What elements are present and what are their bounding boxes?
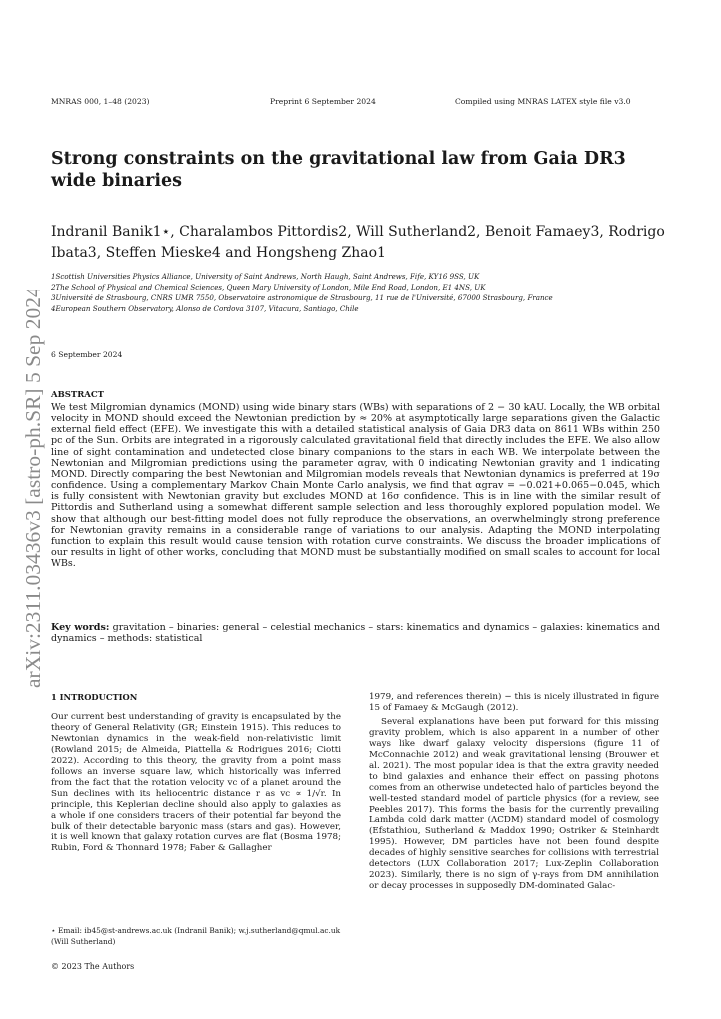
copyright-notice: © 2023 The Authors (51, 962, 135, 971)
affiliation-4: 4European Southern Observatory, Alonso de Cordova 3107, Vitacura, Santiago, Chile (51, 303, 359, 313)
paper-title: Strong constraints on the gravitational law from Gaia DR3 wide binaries (51, 149, 626, 191)
footnote-emails: ⋆ Email: ib45@st-andrews.ac.uk (Indranil Banik); w.j.sutherland@qmul.ac.uk (Will Sutherland) (51, 926, 341, 946)
body-column-right (369, 692, 659, 892)
keywords-list: gravitation – binaries: general – celestial mechanics – stars: kinematics and dynamics – galaxies: kinematics and dynamics – methods: statistical (51, 622, 660, 645)
right-paragraph-1: 1979, and references therein) − this is nicely illustrated in figure 15 of Famaey & McGaugh (2012). (369, 692, 659, 713)
keywords-label: Key words: (51, 622, 110, 633)
affiliation-3: 3Université de Strasbourg, CNRS UMR 7550, Observatoire astronomique de Strasbourg, 11 rue de l'Université, 67000 Strasbourg, France (51, 293, 553, 303)
compile-info-header: Compiled using MNRAS LATEX style file v3.0 (455, 97, 631, 106)
arxiv-stamp-svg (8, 290, 52, 690)
right-paragraph-2: Several explanations have been put forward for this missing gravity problem, which is also apparent in a number of other ways like dwarf galaxy velocity dispersions (figure 11 of McConnachie 2012) and weak gravitational lensing (Brouwer et al. 2021). The most popular idea is that the extra gravity needed to bind galaxies and enhance their effect on passing photons comes from an otherwise undetected halo of particles beyond the well-tested standard model of particle physics (for a review, see Peebles 2017). This forms the basis for the currently prevailing Lambda cold dark matter (ΛCDM) standard model of cosmology (Efstathiou, Sutherland & Maddox 1990; Ostriker & Steinhardt 1995). However, DM particles have not been found despite decades of highly sensitive searches for collisions with terrestrial detectors (LUX Collaboration 2017; Lux-Zeplin Collaboration 2023). Similarly, there is no sign of γ-rays from DM annihilation or decay processes in supposedly DM-dominated Galac- (369, 716, 659, 892)
journal-header: MNRAS 000, 1–48 (2023) (51, 97, 150, 106)
body-column-left: Our current best understanding of gravity is encapsulated by the theory of General Relativity (GR; Einstein 1915). This reduces to Newtonian dynamics in the weak-field non-relativistic limit (Rowland 2015; de Almeida, Piattella & Rodrigues 2016; Ciotti 2022). According to this theory, the gravity from a point mass follows an inverse square law, which historically was inferred from the fact that the rotation velocity vc of a planet around the Sun declines with its heliocentric distance r as vc ∝ 1/√r. In principle, this Keplerian decline should also apply to galaxies as a whole if one considers tracers of their potential far beyond the bulk of their detectable baryonic mass (stars and gas). However, it is well known that galaxy rotation curves are flat (Bosma 1978; Rubin, Ford & Thonnard 1978; Faber & Gallagher (51, 712, 341, 854)
arxiv-stamp-text: arXiv:2311.03436v3 [astro-ph.SR] 5 Sep 2024 (21, 290, 45, 688)
abstract-heading: ABSTRACT (51, 390, 104, 400)
affiliations (51, 272, 691, 314)
section-heading-introduction: 1 INTRODUCTION (51, 692, 138, 702)
affiliation-1: 1Scottish Universities Physics Alliance, University of Saint Andrews, North Haugh, Saint Andrews, Fife, KY16 9SS, UK (51, 272, 480, 281)
author-list: Indranil Banik1⋆, Charalambos Pittordis2, Will Sutherland2, Benoit Famaey3, Rodrigo Ibata3, Steffen Mieske4 and Hongsheng Zhao1 (51, 224, 665, 261)
submission-date: 6 September 2024 (51, 350, 123, 359)
arxiv-identifier-stamp (8, 290, 52, 690)
keywords (51, 622, 660, 644)
affiliation-2: 2The School of Physical and Chemical Sciences, Queen Mary University of London, Mile End Road, London, E1 4NS, UK (51, 282, 486, 292)
abstract-text: We test Milgromian dynamics (MOND) using wide binary stars (WBs) with separations of 2 − 30 kAU. Locally, the WB orbital velocity in MOND should exceed the Newtonian prediction by ≈ 20% at asymptotically large separations given the Galactic external field effect (EFE). We investigate this with a detailed statistical analysis of Gaia DR3 data on 8611 WBs within 250 pc of the Sun. Orbits are integrated in a rigorously calculated gravitational field that directly includes the EFE. We also allow line of sight contamination and undetected close binary companions to the stars in each WB. We interpolate between the Newtonian and Milgromian predictions using the parameter αgrav, with 0 indicating Newtonian gravity and 1 indicating MOND. Directly comparing the best Newtonian and Milgromian models reveals that Newtonian dynamics is preferred at 19σ confidence. Using a complementary Markov Chain Monte Carlo analysis, we find that αgrav = −0.021+0.065−0.045, which is fully consistent with Newtonian gravity but excludes MOND at 16σ confidence. This is in line with the similar result of Pittordis and Sutherland using a somewhat different sample selection and less thoroughly explored population model. We show that although our best-fitting model does not fully reproduce the observations, an overwhelmingly strong preference for Newtonian gravity remains in a considerable range of variations to our analysis. Adapting the MOND interpolating function to explain this result would cause tension with rotation curve constraints. We discuss the broader implications of our results in light of other works, concluding that MOND must be substantially modified on small scales to account for local WBs. (51, 402, 660, 570)
preprint-date-header: Preprint 6 September 2024 (270, 97, 376, 106)
